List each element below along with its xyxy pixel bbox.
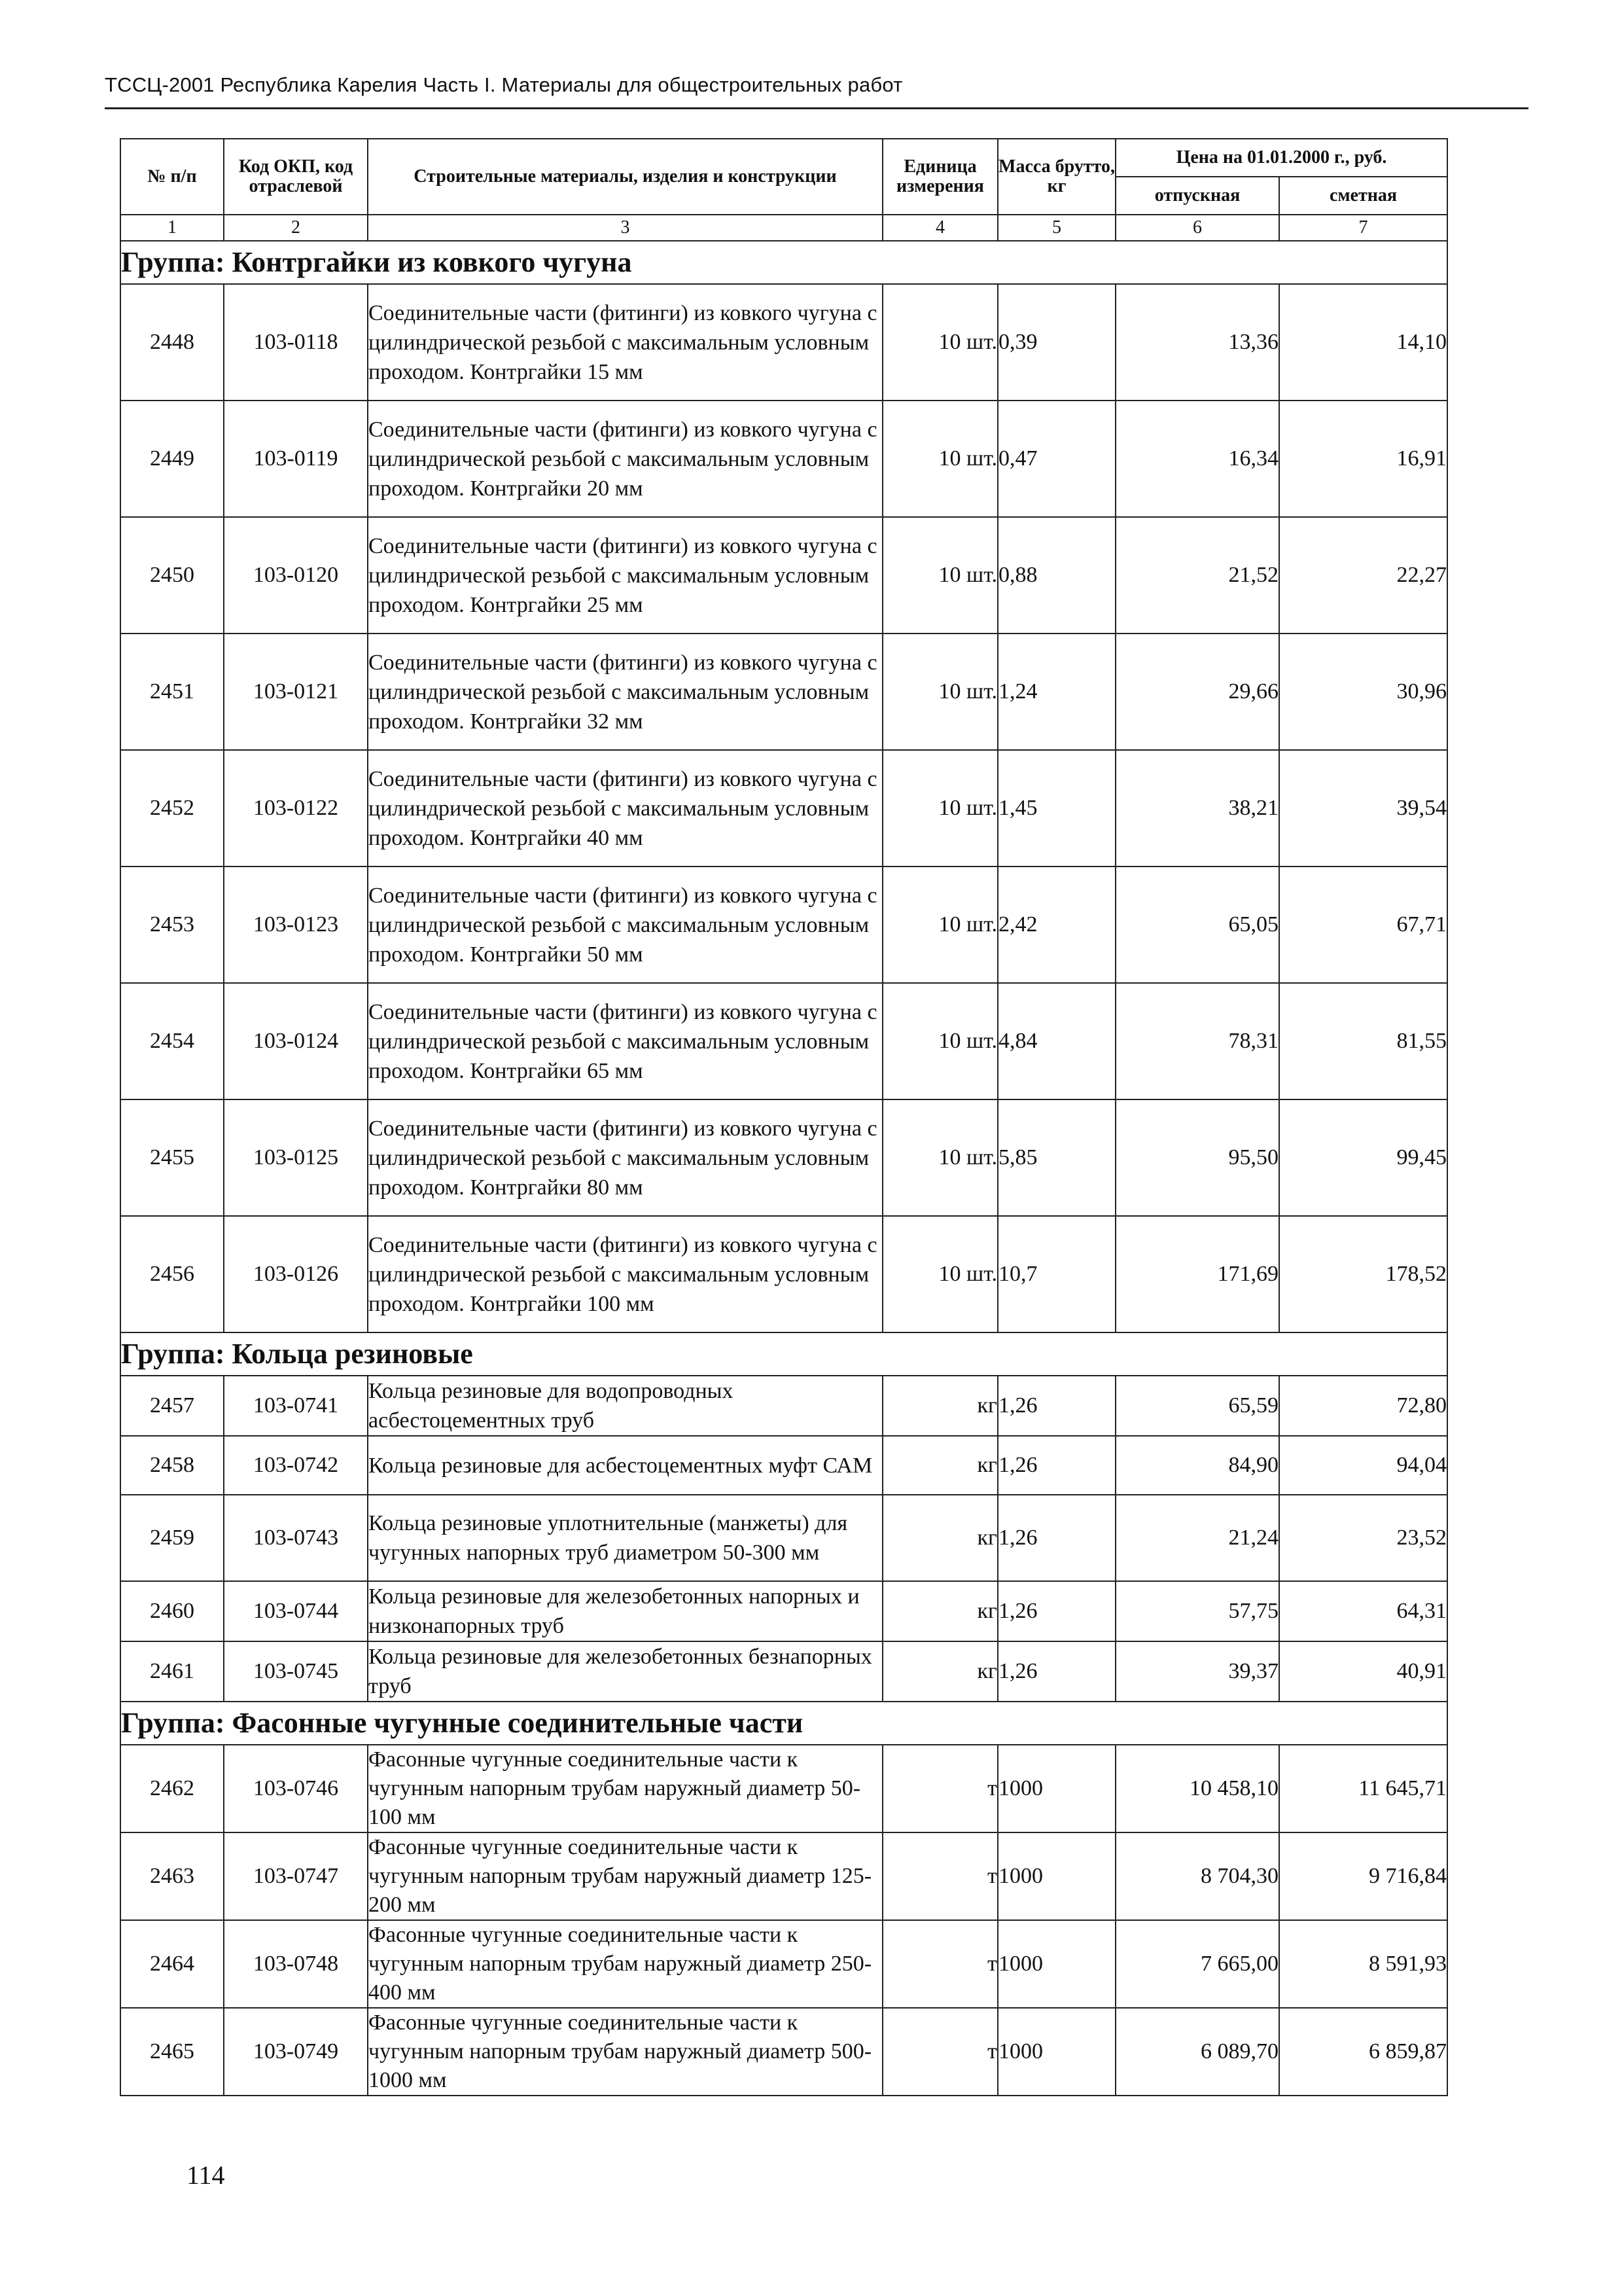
- estimate-price: 6 859,87: [1279, 2008, 1447, 2096]
- release-price: 13,36: [1116, 284, 1279, 401]
- unit-of-measure: 10 шт.: [883, 983, 998, 1099]
- estimate-price: 16,91: [1279, 401, 1447, 517]
- okp-code: 103-0742: [224, 1436, 368, 1495]
- unit-of-measure: т: [883, 2008, 998, 2096]
- gross-mass: 1,26: [998, 1581, 1116, 1641]
- estimate-price: 11 645,71: [1279, 1745, 1447, 1832]
- release-price: 78,31: [1116, 983, 1279, 1099]
- material-description: Фасонные чугунные соединительные части к чугунным напорным трубам наружный диаметр 50-100 мм: [368, 1745, 883, 1832]
- unit-of-measure: 10 шт.: [883, 401, 998, 517]
- row-number: 2458: [120, 1436, 224, 1495]
- table-row: [120, 866, 1447, 983]
- material-description: Соединительные части (фитинги) из ковкого чугуна с цилиндрической резьбой с максимальным условным проходом. Контргайки 80 мм: [368, 1099, 883, 1216]
- column-number: 1: [120, 215, 224, 241]
- header-material: Строительные материалы, изделия и конструкции: [368, 139, 883, 215]
- row-number: 2459: [120, 1495, 224, 1581]
- okp-code: 103-0749: [224, 2008, 368, 2096]
- gross-mass: 0,88: [998, 517, 1116, 634]
- row-number: 2456: [120, 1216, 224, 1332]
- running-header: ТССЦ-2001 Республика Карелия Часть I. Материалы для общестроительных работ: [105, 73, 903, 96]
- okp-code: 103-0118: [224, 284, 368, 401]
- row-number: 2454: [120, 983, 224, 1099]
- okp-code: 103-0126: [224, 1216, 368, 1332]
- unit-of-measure: кг: [883, 1581, 998, 1641]
- unit-of-measure: т: [883, 1920, 998, 2008]
- estimate-price: 22,27: [1279, 517, 1447, 634]
- estimate-price: 39,54: [1279, 750, 1447, 866]
- gross-mass: 2,42: [998, 866, 1116, 983]
- row-number: 2457: [120, 1376, 224, 1436]
- unit-of-measure: кг: [883, 1376, 998, 1436]
- header-num: № п/п: [120, 139, 224, 215]
- unit-of-measure: 10 шт.: [883, 1099, 998, 1216]
- okp-code: 103-0120: [224, 517, 368, 634]
- header-code: Код ОКП, код отраслевой: [224, 139, 368, 215]
- okp-code: 103-0748: [224, 1920, 368, 2008]
- release-price: 57,75: [1116, 1581, 1279, 1641]
- price-table: [120, 138, 1448, 2096]
- estimate-price: 30,96: [1279, 634, 1447, 750]
- row-number: 2455: [120, 1099, 224, 1216]
- table-row: [120, 1641, 1447, 1702]
- unit-of-measure: 10 шт.: [883, 284, 998, 401]
- group-row: [120, 1702, 1447, 1745]
- release-price: 21,24: [1116, 1495, 1279, 1581]
- gross-mass: 1000: [998, 1920, 1116, 2008]
- row-number: 2451: [120, 634, 224, 750]
- column-number: 2: [224, 215, 368, 241]
- table-row: [120, 284, 1447, 401]
- header-unit: Единица измерения: [883, 139, 998, 215]
- group-title: Группа: Кольца резиновые: [120, 1332, 1447, 1376]
- estimate-price: 72,80: [1279, 1376, 1447, 1436]
- gross-mass: 0,39: [998, 284, 1116, 401]
- column-number: 4: [883, 215, 998, 241]
- gross-mass: 10,7: [998, 1216, 1116, 1332]
- row-number: 2452: [120, 750, 224, 866]
- column-numbers-row: [120, 215, 1447, 241]
- unit-of-measure: 10 шт.: [883, 517, 998, 634]
- estimate-price: 67,71: [1279, 866, 1447, 983]
- okp-code: 103-0745: [224, 1641, 368, 1702]
- okp-code: 103-0123: [224, 866, 368, 983]
- estimate-price: 99,45: [1279, 1099, 1447, 1216]
- okp-code: 103-0124: [224, 983, 368, 1099]
- header-price-release: отпускная: [1116, 177, 1279, 215]
- unit-of-measure: кг: [883, 1641, 998, 1702]
- unit-of-measure: т: [883, 1832, 998, 1920]
- gross-mass: 1000: [998, 1832, 1116, 1920]
- group-title: Группа: Контргайки из ковкого чугуна: [120, 241, 1447, 284]
- estimate-price: 23,52: [1279, 1495, 1447, 1581]
- row-number: 2462: [120, 1745, 224, 1832]
- gross-mass: 1,26: [998, 1376, 1116, 1436]
- gross-mass: 1,26: [998, 1495, 1116, 1581]
- unit-of-measure: кг: [883, 1436, 998, 1495]
- release-price: 65,05: [1116, 866, 1279, 983]
- material-description: Фасонные чугунные соединительные части к чугунным напорным трубам наружный диаметр 125-200 мм: [368, 1832, 883, 1920]
- material-description: Кольца резиновые для железобетонных напорных и низконапорных труб: [368, 1581, 883, 1641]
- okp-code: 103-0747: [224, 1832, 368, 1920]
- material-description: Соединительные части (фитинги) из ковкого чугуна с цилиндрической резьбой с максимальным условным проходом. Контргайки 15 мм: [368, 284, 883, 401]
- table-row: [120, 634, 1447, 750]
- estimate-price: 81,55: [1279, 983, 1447, 1099]
- row-number: 2448: [120, 284, 224, 401]
- material-description: Фасонные чугунные соединительные части к чугунным напорным трубам наружный диаметр 500-1000 мм: [368, 2008, 883, 2096]
- release-price: 16,34: [1116, 401, 1279, 517]
- row-number: 2465: [120, 2008, 224, 2096]
- header-mass: Масса брутто, кг: [998, 139, 1116, 215]
- okp-code: 103-0746: [224, 1745, 368, 1832]
- material-description: Соединительные части (фитинги) из ковкого чугуна с цилиндрической резьбой с максимальным условным проходом. Контргайки 25 мм: [368, 517, 883, 634]
- group-row: [120, 241, 1447, 284]
- gross-mass: 1,26: [998, 1641, 1116, 1702]
- release-price: 95,50: [1116, 1099, 1279, 1216]
- release-price: 38,21: [1116, 750, 1279, 866]
- table-row: [120, 1376, 1447, 1436]
- release-price: 21,52: [1116, 517, 1279, 634]
- material-description: Соединительные части (фитинги) из ковкого чугуна с цилиндрической резьбой с максимальным условным проходом. Контргайки 100 мм: [368, 1216, 883, 1332]
- estimate-price: 40,91: [1279, 1641, 1447, 1702]
- unit-of-measure: т: [883, 1745, 998, 1832]
- gross-mass: 1,24: [998, 634, 1116, 750]
- table-row: [120, 1832, 1447, 1920]
- group-row: [120, 1332, 1447, 1376]
- release-price: 7 665,00: [1116, 1920, 1279, 2008]
- okp-code: 103-0741: [224, 1376, 368, 1436]
- table-body: [120, 241, 1447, 2096]
- row-number: 2453: [120, 866, 224, 983]
- table-row: [120, 1216, 1447, 1332]
- table-row: [120, 517, 1447, 634]
- estimate-price: 8 591,93: [1279, 1920, 1447, 2008]
- header-rule: [105, 107, 1528, 109]
- estimate-price: 14,10: [1279, 284, 1447, 401]
- table-row: [120, 1920, 1447, 2008]
- material-description: Кольца резиновые для водопроводных асбестоцементных труб: [368, 1376, 883, 1436]
- table-row: [120, 1745, 1447, 1832]
- okp-code: 103-0121: [224, 634, 368, 750]
- page-number: 114: [186, 2160, 225, 2190]
- release-price: 39,37: [1116, 1641, 1279, 1702]
- gross-mass: 5,85: [998, 1099, 1116, 1216]
- gross-mass: 1000: [998, 2008, 1116, 2096]
- okp-code: 103-0744: [224, 1581, 368, 1641]
- release-price: 29,66: [1116, 634, 1279, 750]
- unit-of-measure: 10 шт.: [883, 750, 998, 866]
- okp-code: 103-0122: [224, 750, 368, 866]
- row-number: 2449: [120, 401, 224, 517]
- unit-of-measure: 10 шт.: [883, 634, 998, 750]
- column-number: 6: [1116, 215, 1279, 241]
- material-description: Соединительные части (фитинги) из ковкого чугуна с цилиндрической резьбой с максимальным условным проходом. Контргайки 50 мм: [368, 866, 883, 983]
- table-row: [120, 2008, 1447, 2096]
- unit-of-measure: 10 шт.: [883, 1216, 998, 1332]
- unit-of-measure: кг: [883, 1495, 998, 1581]
- okp-code: 103-0119: [224, 401, 368, 517]
- gross-mass: 1,45: [998, 750, 1116, 866]
- column-number: 3: [368, 215, 883, 241]
- column-number: 7: [1279, 215, 1447, 241]
- release-price: 6 089,70: [1116, 2008, 1279, 2096]
- gross-mass: 1,26: [998, 1436, 1116, 1495]
- material-description: Кольца резиновые для железобетонных безнапорных труб: [368, 1641, 883, 1702]
- material-description: Фасонные чугунные соединительные части к чугунным напорным трубам наружный диаметр 250-400 мм: [368, 1920, 883, 2008]
- estimate-price: 178,52: [1279, 1216, 1447, 1332]
- estimate-price: 9 716,84: [1279, 1832, 1447, 1920]
- material-description: Соединительные части (фитинги) из ковкого чугуна с цилиндрической резьбой с максимальным условным проходом. Контргайки 32 мм: [368, 634, 883, 750]
- material-description: Кольца резиновые для асбестоцементных муфт САМ: [368, 1436, 883, 1495]
- group-title: Группа: Фасонные чугунные соединительные части: [120, 1702, 1447, 1745]
- row-number: 2464: [120, 1920, 224, 2008]
- gross-mass: 1000: [998, 1745, 1116, 1832]
- table-row: [120, 1581, 1447, 1641]
- table-row: [120, 401, 1447, 517]
- release-price: 171,69: [1116, 1216, 1279, 1332]
- material-description: Кольца резиновые уплотнительные (манжеты) для чугунных напорных труб диаметром 50-300 мм: [368, 1495, 883, 1581]
- table-row: [120, 1099, 1447, 1216]
- table-row: [120, 750, 1447, 866]
- material-description: Соединительные части (фитинги) из ковкого чугуна с цилиндрической резьбой с максимальным условным проходом. Контргайки 65 мм: [368, 983, 883, 1099]
- unit-of-measure: 10 шт.: [883, 866, 998, 983]
- row-number: 2460: [120, 1581, 224, 1641]
- header-price-group: Цена на 01.01.2000 г., руб.: [1116, 139, 1447, 177]
- gross-mass: 4,84: [998, 983, 1116, 1099]
- gross-mass: 0,47: [998, 401, 1116, 517]
- column-number: 5: [998, 215, 1116, 241]
- estimate-price: 64,31: [1279, 1581, 1447, 1641]
- release-price: 8 704,30: [1116, 1832, 1279, 1920]
- table-row: [120, 1495, 1447, 1581]
- material-description: Соединительные части (фитинги) из ковкого чугуна с цилиндрической резьбой с максимальным условным проходом. Контргайки 20 мм: [368, 401, 883, 517]
- table-row: [120, 1436, 1447, 1495]
- release-price: 84,90: [1116, 1436, 1279, 1495]
- okp-code: 103-0125: [224, 1099, 368, 1216]
- release-price: 10 458,10: [1116, 1745, 1279, 1832]
- release-price: 65,59: [1116, 1376, 1279, 1436]
- material-description: Соединительные части (фитинги) из ковкого чугуна с цилиндрической резьбой с максимальным условным проходом. Контргайки 40 мм: [368, 750, 883, 866]
- okp-code: 103-0743: [224, 1495, 368, 1581]
- header-price-estimate: сметная: [1279, 177, 1447, 215]
- table-row: [120, 983, 1447, 1099]
- row-number: 2450: [120, 517, 224, 634]
- estimate-price: 94,04: [1279, 1436, 1447, 1495]
- row-number: 2461: [120, 1641, 224, 1702]
- row-number: 2463: [120, 1832, 224, 1920]
